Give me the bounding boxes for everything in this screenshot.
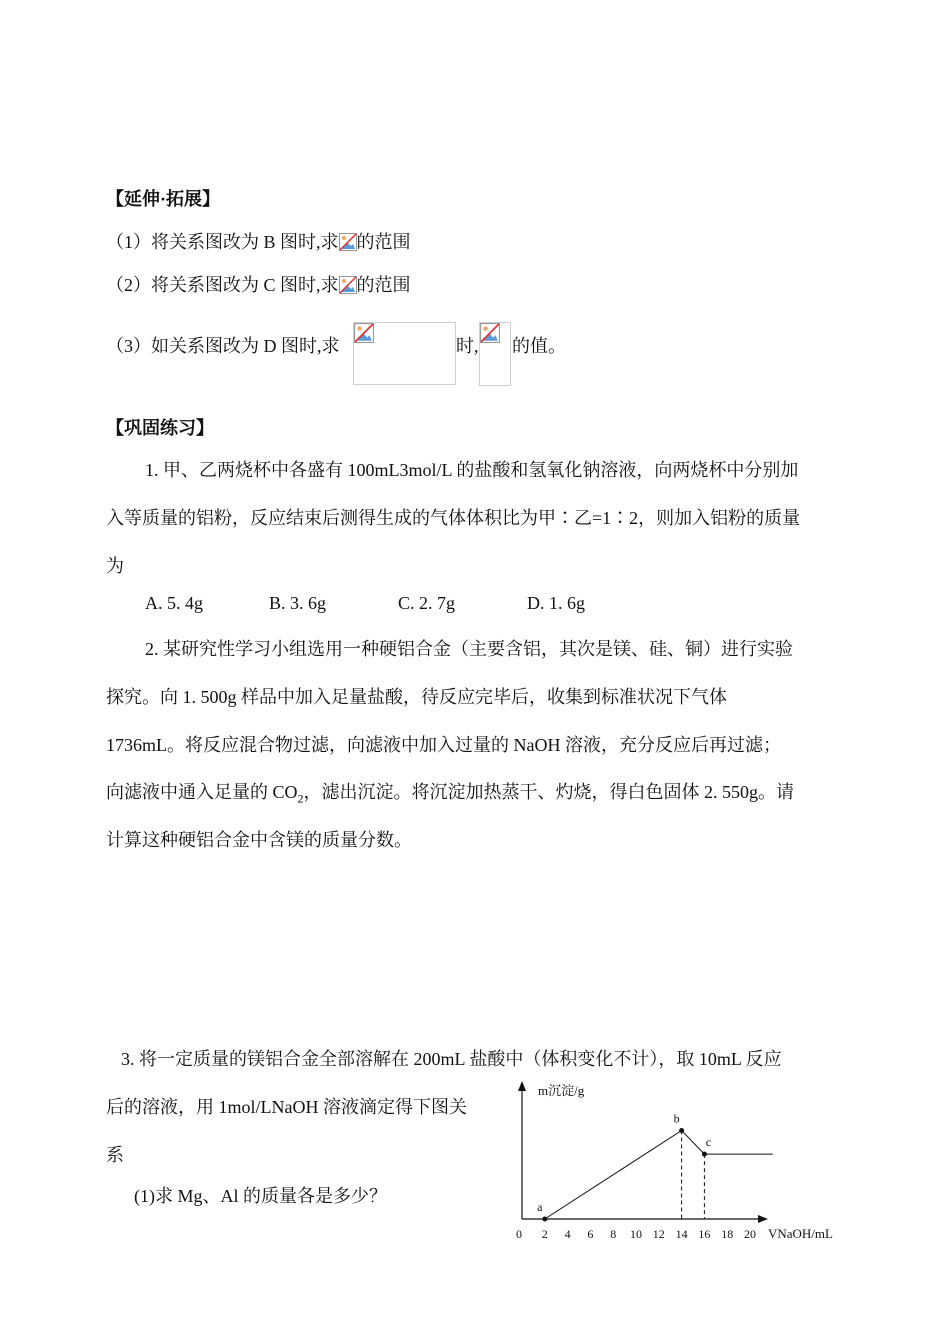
- image-placeholder-box: [353, 322, 456, 385]
- extension-question-2: [106, 271, 411, 297]
- y-axis-label: m沉淀/g: [538, 1083, 585, 1098]
- point-label-b: b: [673, 1111, 680, 1126]
- option-d: D. 1. 6g: [527, 593, 585, 613]
- problem-2-line-4-before: 向滤液中通入足量的 CO: [106, 782, 298, 802]
- series-line: [545, 1131, 773, 1220]
- x-tick-label: 12: [652, 1227, 665, 1241]
- x-tick-label: 8: [610, 1227, 617, 1241]
- problem-3-line-3: 系: [106, 1145, 124, 1165]
- data-point-a: [542, 1217, 547, 1222]
- question-3-text-after: 的值。: [512, 336, 566, 356]
- option-b: B. 3. 6g: [269, 593, 327, 613]
- practice-heading: 【巩固练习】: [106, 418, 214, 438]
- problem-1-line-1: 1. 甲、乙两烧杯中各盛有 100mL3mol/L 的盐酸和氢氧化钠溶液，向两烧杯中分别加: [145, 460, 799, 480]
- problem-1-line-2: 入等质量的铝粉，反应结束后测得生成的气体体积比为甲∶乙=1∶2，则加入铝粉的质量: [106, 508, 801, 528]
- option-a: A. 5. 4g: [145, 593, 203, 613]
- question-2-text-before: （2）将关系图改为 C 图时,求: [106, 275, 339, 295]
- question-2-text-after: 的范围: [356, 275, 411, 295]
- x-axis-arrow: [758, 1215, 768, 1223]
- x-tick-label: 16: [698, 1227, 711, 1241]
- extension-question-3-before: （3）如关系图改为 D 图时,求: [106, 336, 340, 356]
- x-tick-label: 2: [541, 1227, 548, 1241]
- y-axis-arrow: [518, 1081, 526, 1091]
- question-1-text-after: 的范围: [356, 232, 411, 252]
- x-tick-label: 14: [675, 1227, 688, 1241]
- point-label-c: c: [705, 1135, 712, 1150]
- broken-image-icon: [480, 323, 498, 341]
- broken-image-icon: [339, 276, 357, 294]
- problem-2-line-1: 2. 某研究性学习小组选用一种硬铝合金（主要含铝，其次是镁、硅、铜）进行实验: [145, 639, 793, 659]
- option-c: C. 2. 7g: [398, 593, 456, 613]
- x-tick-label: 6: [587, 1227, 594, 1241]
- data-point-b: [679, 1128, 684, 1133]
- extension-heading: 【延伸·拓展】: [106, 189, 221, 209]
- co2-subscript: 2: [297, 791, 304, 806]
- problem-1-line-3: 为: [106, 556, 124, 576]
- origin-label: 0: [516, 1227, 522, 1241]
- broken-image-icon: [339, 233, 357, 251]
- extension-question-1: [106, 228, 411, 254]
- problem-2-line-3: 1736mL。将反应混合物过滤，向滤液中加入过量的 NaOH 溶液，充分反应后再过滤；: [106, 735, 781, 755]
- x-tick-label: 20: [744, 1227, 756, 1241]
- problem-3-line-2: 后的溶液，用 1mol/LNaOH 溶液滴定得下图关: [106, 1097, 467, 1117]
- point-label-a: a: [537, 1200, 543, 1214]
- image-placeholder-box: [479, 322, 511, 386]
- broken-image-icon: [354, 323, 372, 341]
- question-3-text-middle: 时,: [456, 336, 479, 356]
- problem-2-line-4: [106, 778, 794, 807]
- data-point-c: [702, 1152, 707, 1157]
- problem-3-question-1: (1)求 Mg、Al 的质量各是多少？: [134, 1186, 387, 1206]
- x-axis-label: VNaOH/mL: [768, 1226, 833, 1241]
- x-tick-label: 18: [721, 1227, 734, 1241]
- problem-2-line-5: 计算这种硬铝合金中含镁的质量分数。: [106, 830, 412, 850]
- problem-2-line-4-after: ，滤出沉淀。将沉淀加热蒸干、灼烧，得白色固体 2. 550g。请: [303, 782, 795, 802]
- x-tick-label: 10: [630, 1227, 642, 1241]
- precipitate-chart: [508, 1075, 853, 1245]
- problem-2-line-2: 探究。向 1. 500g 样品中加入足量盐酸，待反应完毕后，收集到标准状况下气体: [106, 687, 727, 707]
- x-tick-label: 4: [564, 1227, 571, 1241]
- question-1-text-before: （1）将关系图改为 B 图时,求: [106, 232, 339, 252]
- problem-3-line-1: 3. 将一定质量的镁铝合金全部溶解在 200mL 盐酸中（体积变化不计），取 10mL 反应: [121, 1049, 782, 1069]
